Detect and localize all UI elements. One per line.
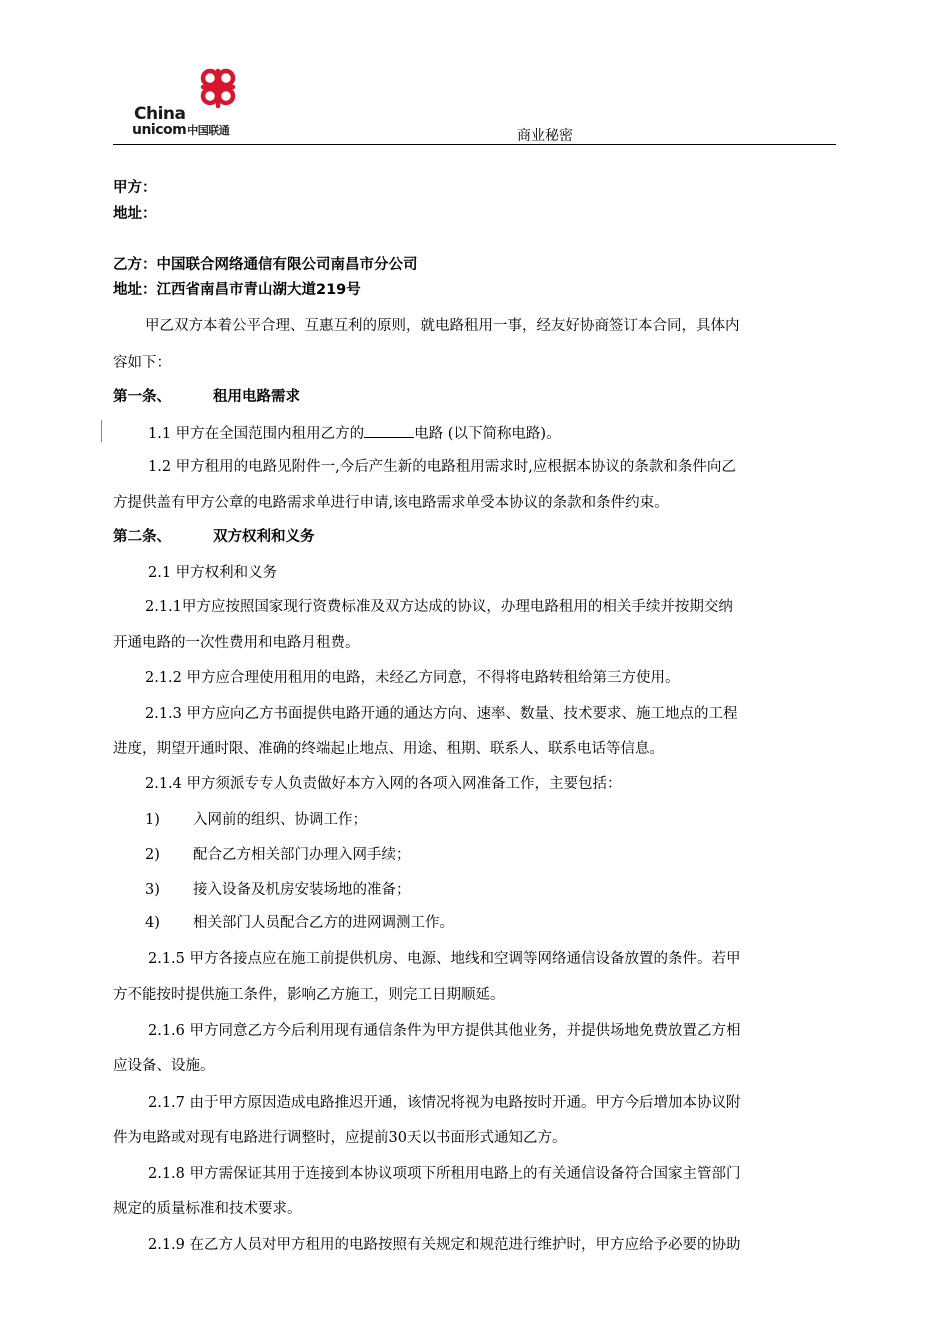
- list-item-number: 4): [145, 915, 160, 931]
- clause-2-1-7-line1: 2.1.7 由于甲方原因造成电路推迟开通，该情况将视为电路按时开通。甲方今后增加本协议附: [148, 1095, 741, 1111]
- clause-1-2-line2: 方提供盖有甲方公章的电路需求单进行申请,该电路需求单受本协议的条款和条件约束。: [113, 495, 669, 511]
- article2-title: 双方权利和义务: [213, 529, 315, 545]
- clause-1-1: [148, 425, 561, 442]
- logo-text-china: China: [134, 104, 186, 124]
- clause-2-1-2: 2.1.2 甲方应合理使用租用的电路，未经乙方同意，不得将电路转租给第三方使用。: [145, 670, 680, 686]
- list-item-number: 3): [145, 882, 160, 898]
- article2-number: 第二条、: [113, 529, 171, 545]
- list-item-text: 接入设备及机房安装场地的准备；: [193, 882, 411, 898]
- list-item-text: 配合乙方相关部门办理入网手续；: [193, 847, 411, 863]
- clause-2-1-5-line2: 方不能按时提供施工条件，影响乙方施工，则完工日期顺延。: [113, 987, 505, 1003]
- clause-1-1-post: 电路 (以下简称电路)。: [414, 426, 561, 442]
- list-item-number: 2): [145, 847, 160, 863]
- text-cursor: [101, 420, 102, 442]
- clause-2-1-8-line1: 2.1.8 甲方需保证其用于连接到本协议项项下所租用电路上的有关通信设备符合国家主管部门: [148, 1166, 741, 1182]
- article2-heading: [113, 530, 315, 545]
- list-item: [145, 813, 367, 828]
- list-item: [145, 916, 454, 931]
- list-item-text: 相关部门人员配合乙方的进网调测工作。: [193, 915, 454, 931]
- logo-text-unicom-cn: 中国联通: [187, 124, 230, 137]
- unicom-knot-icon: [190, 66, 250, 114]
- clause-2-1-5-line1: 2.1.5 甲方各接点应在施工前提供机房、电源、地线和空调等网络通信设备放置的条件。若甲: [148, 951, 741, 967]
- clause-2-1-9-line1: 2.1.9 在乙方人员对甲方租用的电路按照有关规定和规范进行维护时，甲方应给予必要的协助: [148, 1237, 741, 1253]
- clause-2-1: 2.1 甲方权利和义务: [148, 565, 278, 581]
- clause-2-1-3-line1: 2.1.3 甲方应向乙方书面提供电路开通的通达方向、速率、数量、技术要求、施工地点的工程: [145, 706, 738, 722]
- list-item-text: 入网前的组织、协调工作；: [193, 812, 367, 828]
- clause-1-2-line1: 1.2 甲方租用的电路见附件一,今后产生新的电路租用需求时,应根据本协议的条款和条件向乙: [148, 459, 736, 475]
- article1-number: 第一条、: [113, 389, 171, 405]
- article1-heading: [113, 390, 300, 405]
- party-a-label: 甲方：: [113, 180, 157, 196]
- list-item-number: 1): [145, 812, 160, 828]
- blank-field[interactable]: [364, 425, 414, 438]
- header-divider: [113, 144, 836, 145]
- intro-paragraph-line2: 容如下：: [113, 355, 171, 371]
- clause-2-1-6-line2: 应设备、设施。: [113, 1058, 215, 1074]
- intro-paragraph-line1: 甲乙双方本着公平合理、互惠互利的原则，就电路租用一事，经友好协商签订本合同，具体内: [145, 318, 740, 334]
- clause-2-1-8-line2: 规定的质量标准和技术要求。: [113, 1201, 302, 1217]
- clause-1-1-pre: 1.1 甲方在全国范围内租用乙方的: [148, 426, 365, 442]
- clause-2-1-4: 2.1.4 甲方须派专专人负责做好本方入网的各项入网准备工作，主要包括：: [145, 776, 622, 792]
- list-item: [145, 848, 411, 863]
- clause-2-1-7-line2: 件为电路或对现有电路进行调整时，应提前30天以书面形式通知乙方。: [113, 1130, 567, 1146]
- party-a-address-label: 地址：: [113, 206, 157, 222]
- clause-2-1-1-line2: 开通电路的一次性费用和电路月租费。: [113, 635, 360, 651]
- clause-2-1-6-line1: 2.1.6 甲方同意乙方今后利用现有通信条件为甲方提供其他业务，并提供场地免费放置乙方相: [148, 1023, 741, 1039]
- article1-title: 租用电路需求: [213, 389, 300, 405]
- party-b-name: 乙方：中国联合网络通信有限公司南昌市分公司: [113, 257, 418, 273]
- confidential-label: 商业秘密: [517, 128, 573, 144]
- logo-text-unicom: [132, 122, 229, 138]
- party-b-address: 地址：江西省南昌市青山湖大道219号: [113, 282, 361, 298]
- clause-2-1-3-line2: 进度，期望开通时限、准确的终端起止地点、用途、租期、联系人、联系电话等信息。: [113, 741, 664, 757]
- list-item: [145, 883, 411, 898]
- clause-2-1-1-line1: 2.1.1甲方应按照国家现行资费标准及双方达成的协议，办理电路租用的相关手续并按期交纳: [145, 599, 733, 615]
- logo-text-unicom-en: unicom: [132, 122, 187, 138]
- china-unicom-logo: [130, 66, 260, 138]
